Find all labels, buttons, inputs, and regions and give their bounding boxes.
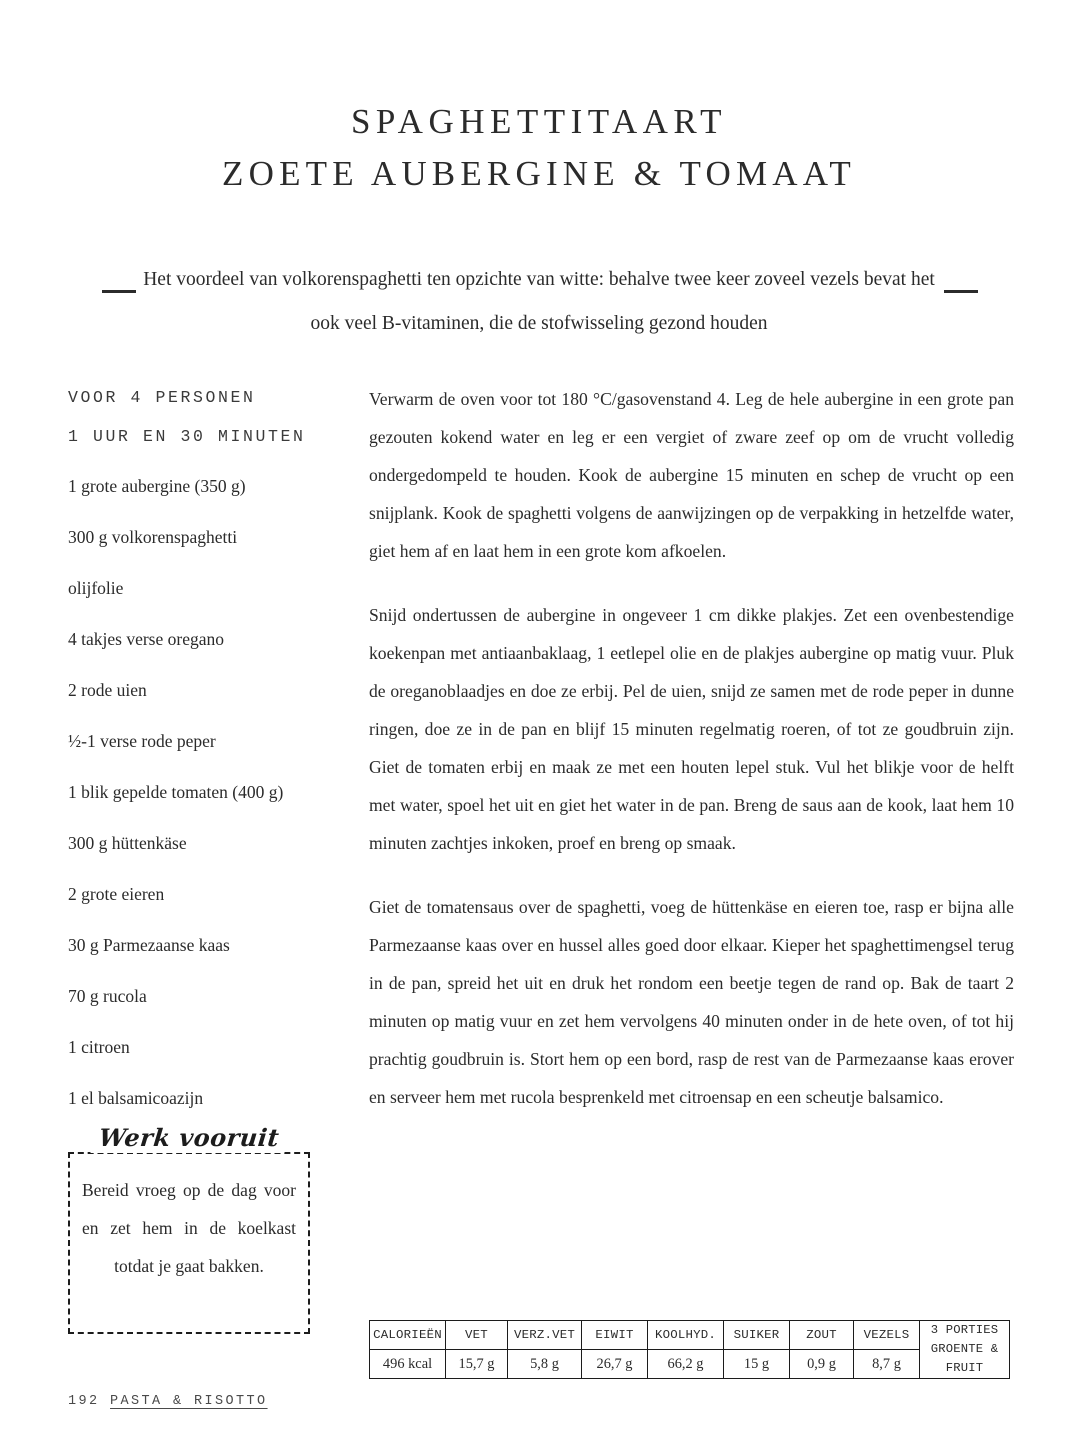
list-item: 1 el balsamicoazijn xyxy=(68,1088,204,1108)
nutrition-value-protein: 26,7 g xyxy=(582,1350,648,1379)
nutrition-value-salt: 0,9 g xyxy=(790,1350,854,1379)
list-item: 300 g volkorenspaghetti xyxy=(68,527,238,547)
nutrition-value-fibre: 8,7 g xyxy=(854,1350,920,1379)
nutrition-header-calories: CALORIEËN xyxy=(370,1321,446,1350)
nutrition-header-protein: EIWIT xyxy=(582,1321,648,1350)
subtitle-rule-right-icon xyxy=(944,290,978,293)
list-item: ½-1 verse rode peper xyxy=(68,731,216,751)
page-title xyxy=(0,96,1078,200)
nutrition-value-carbs: 66,2 g xyxy=(648,1350,724,1379)
nutrition-value-sugar: 15 g xyxy=(724,1350,790,1379)
nutrition-header-sugar: SUIKER xyxy=(724,1321,790,1350)
time-label: 1 UUR EN 30 MINUTEN xyxy=(68,427,306,446)
nutrition-header-satfat: VERZ.VET xyxy=(508,1321,582,1350)
method-step-1: Verwarm de oven voor tot 180 °C/gasovenstand 4. Leg de hele aubergine in een grote pan gezouten kokend water en leg er een vergiet of zware zeef op om de vrucht volledig ondergedompeld te houden. Kook de aubergine 15 minuten en schep de vrucht op een snijplank. Kook de spaghetti volgens de aanwijzingen op de verpakking in hetzelfde water, giet hem af en laat hem in een grote kom afkoelen. xyxy=(369,389,1014,561)
nutrition-header-carbs: KOOLHYD. xyxy=(648,1321,724,1350)
nutrition-value-satfat: 5,8 g xyxy=(508,1350,582,1379)
list-item: 1 grote aubergine (350 g) xyxy=(68,476,246,496)
nutrition-portions-badge xyxy=(920,1321,1010,1379)
list-item: 30 g Parmezaanse kaas xyxy=(68,935,230,955)
list-item: 70 g rucola xyxy=(68,986,147,1006)
method-step-3: Giet de tomatensaus over de spaghetti, voeg de hüttenkäse en eieren toe, rasp er bijna alle Parmezaanse kaas over en hussel alles goed door elkaar. Kieper het spaghettimengsel terug in de pan, spreid het uit en druk het rondom een beetje tegen de rand op. Bak de taart 2 minuten op matig vuur en zet hem vervolgens 40 minuten onder in de hete oven, of tot hij prachtig goudbruin is. Stort hem op een bord, rasp de rest van de Parmezaanse kaas erover en serveer hem met rucola besprenkeld met citroensap en een scheutje balsamico. xyxy=(369,897,1014,1107)
subtitle-block xyxy=(0,258,1078,346)
list-item: 2 rode uien xyxy=(68,680,147,700)
table-row xyxy=(370,1321,1010,1350)
list-item: 4 takjes verse oregano xyxy=(68,629,224,649)
servings-label: VOOR 4 PERSONEN xyxy=(68,388,256,407)
list-item: 300 g hüttenkäse xyxy=(68,833,187,853)
list-item: 1 citroen xyxy=(68,1037,130,1057)
subtitle-text: Het voordeel van volkorenspaghetti ten opzichte van witte: behalve twee keer zoveel vezels bevat het ook veel B-vitaminen, die de stofwisseling gezond houden xyxy=(143,269,935,334)
page-number: 192 xyxy=(68,1394,100,1409)
portions-line-1: 3 PORTIES xyxy=(930,1323,999,1337)
nutrition-header-fibre: VEZELS xyxy=(854,1321,920,1350)
nutrition-table xyxy=(369,1320,1010,1379)
list-item: 2 grote eieren xyxy=(68,884,165,904)
title-line-1: SPAGHETTITAART xyxy=(350,102,728,141)
portions-line-2: GROENTE & FRUIT xyxy=(930,1342,999,1375)
ingredients-list xyxy=(68,474,328,1110)
page-footer xyxy=(68,1394,268,1409)
chapter-label: PASTA & RISOTTO xyxy=(110,1394,268,1409)
subtitle-rule-left-icon xyxy=(102,290,136,293)
nutrition-value-fat: 15,7 g xyxy=(446,1350,508,1379)
nutrition-value-calories: 496 kcal xyxy=(370,1350,446,1379)
list-item: olijfolie xyxy=(68,578,124,598)
nutrition-header-fat: VET xyxy=(446,1321,508,1350)
list-item: 1 blik gepelde tomaten (400 g) xyxy=(68,782,284,802)
nutrition-header-salt: ZOUT xyxy=(790,1321,854,1350)
method-step-2: Snijd ondertussen de aubergine in ongeveer 1 cm dikke plakjes. Zet een ovenbestendige koekenpan met antiaanbaklaag, 1 eetlepel olie en de plakjes aubergine op matig vuur. Pluk de oreganoblaadjes en doe ze erbij. Pel de uien, snijd ze samen met de rode peper in dunne ringen, doe ze in de pan en blijf 15 minuten regelmatig roeren, of tot ze goudbruin zijn. Giet de tomaten erbij en maak ze met een houten lepel stuk. Vul het blikje voor de helft met water, spoel het uit en giet het water in de pan. Breng de saus aan de kook, laat hem 10 minuten zachtjes inkoken, proef en breng op smaak. xyxy=(369,605,1014,853)
nutrition-table-wrap xyxy=(369,1320,1009,1379)
method-column xyxy=(369,380,1014,1142)
title-line-2: ZOETE AUBERGINE & TOMAAT xyxy=(222,154,856,193)
table-row xyxy=(370,1350,1010,1379)
ingredients-column xyxy=(68,378,328,1137)
prep-ahead-text: Bereid vroeg op de dag voor en zet hem in de koelkast totdat je gaat bakken. xyxy=(82,1180,296,1276)
prep-ahead-title-text: Werk vooruit xyxy=(90,1123,287,1153)
